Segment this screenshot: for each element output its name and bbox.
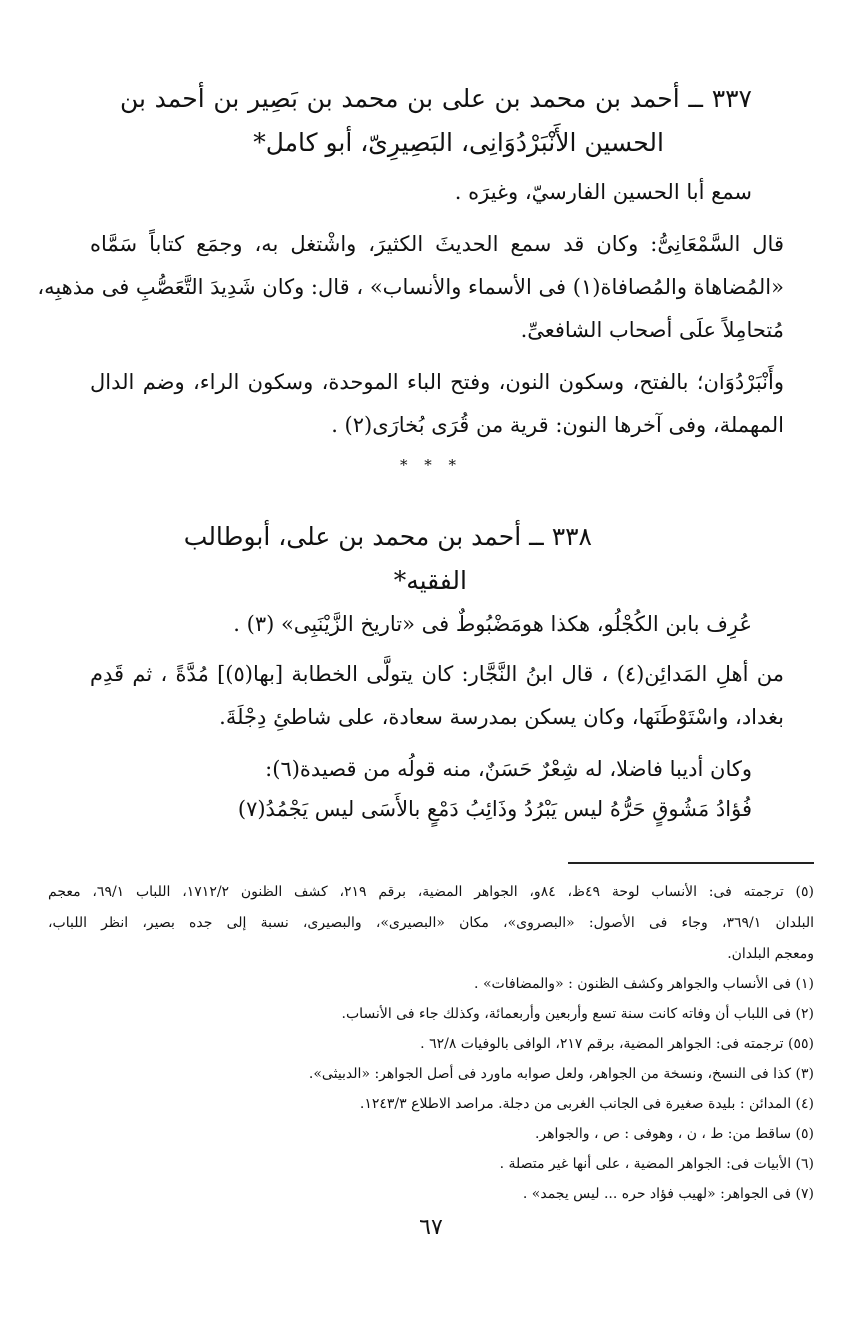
entry-337-heading-line2: الحسين الأَنْبَرْدُوَانِى، البَصِيرِىّ، أبو كامل*	[253, 128, 664, 157]
entry-338-heading-line2: الفقيه*	[393, 566, 467, 595]
entry-337-paragraph-1: سمع أبا الحسين الفارسيّ، وغيرَه .	[454, 180, 752, 204]
entry-338-paragraph-1: عُرِف بابن الكُجْلُو، هكذا هومَضْبُوطٌ فى «تاريخ الزَّيْنَبِى» (٣) .	[233, 612, 752, 636]
footnote-line: البلدان ٣٦٩/١، وجاء فى الأصول: «البصروى»، مكان «البصيرى»، والبصيرى، نسبة إلى جده بصير، انظر اللباب،	[48, 915, 815, 931]
footnote-line: (٧) فى الجواهر: «لهيب فؤاد حره ... ليس يجمد» .	[522, 1186, 814, 1202]
entry-338-paragraph-2-line1: من أهلِ المَدائِن(٤) ، قال ابنُ النَّجَّار: كان يتولَّى الخطابة [بها(٥)] مُدَّةً ، ثم قَدِم	[90, 662, 784, 686]
poem-verse: فُؤادُ مَشُوقٍ حَرُّهُ ليس يَبْرُدُ وذَائِبُ دَمْعٍ بالأَسَى ليس يَجْمُدُ(٧)	[237, 797, 752, 821]
entry-337-paragraph-3-line1: وأَنْبَرْدُوَان؛ بالفتح، وسكون النون، وفتح الباء الموحدة، وسكون الراء، وضم الدال	[90, 370, 784, 394]
entry-337-heading-line1: ٣٣٧ ــ أحمد بن محمد بن على بن محمد بن بَصِير بن أحمد بن	[120, 84, 752, 113]
entry-338-paragraph-2-line2: بغداد، واسْتَوْطَنَها، وكان يسكن بمدرسة سعادة، على شاطئِ دِجْلَةَ.	[219, 705, 784, 729]
footnote-line: (٢) فى اللباب أن وفاته كانت سنة تسع وأربعين وأربعمائة، وكذلك جاء فى الأنساب.	[341, 1006, 814, 1022]
entry-337-paragraph-3-line2: المهملة، وفى آخرها النون: قرية من قُرَى بُخارَى(٢) .	[331, 413, 784, 437]
footnote-line: (٣) كذا فى النسخ، ونسخة من الجواهر، ولعل صوابه ماورد فى أصل الجواهر: «الدبيثى».	[308, 1066, 814, 1082]
entry-337-paragraph-2-line2: «المُضاهاة والمُصافاة(١) فى الأسماء والأنساب» ، قال: وكان شَدِيدَ التَّعَصُّبِ فى مذهبِه،	[37, 275, 784, 299]
footnote-line: (٥) ترجمته فى: الأنساب لوحة ٤٩ظ، ٨٤و، الجواهر المضية، برقم ٢١٩، كشف الظنون ١٧١٢/٢، اللباب ٦٩/١، معجم	[48, 884, 814, 900]
entry-338-heading-line1: ٣٣٨ ــ أحمد بن محمد بن على، أبوطالب	[183, 522, 592, 551]
footnote-line: (٦) الأبيات فى: الجواهر المضية ، على أنها غير متصلة .	[499, 1156, 814, 1172]
footnote-line: (٥) ساقط من: ط ، ن ، وهوفى : ص ، والجواهر.	[534, 1126, 814, 1142]
entry-337-paragraph-2-line1: قال السَّمْعَانِىُّ: وكان قد سمع الحديثَ الكثيرَ، واشْتغل به، وجمَع كتاباً سَمَّاه	[90, 232, 784, 256]
footnote-line: (١) فى الأنساب والجواهر وكشف الظنون : «والمضافات» .	[474, 976, 814, 992]
entry-338-paragraph-3: وكان أديبا فاضلا، له شِعْرٌ حَسَنٌ، منه قولُه من قصيدة(٦):	[265, 757, 752, 781]
footnote-divider	[568, 862, 814, 864]
entry-337-paragraph-2-line3: مُتحامِلاً علَى أصحاب الشافعىِّ.	[520, 318, 784, 342]
footnote-line: (٤) المدائن : بليدة صغيرة فى الجانب الغربى من دجلة. مراصد الاطلاع ١٢٤٣/٣.	[359, 1096, 814, 1112]
section-separator: * * *	[399, 456, 463, 474]
page-number: ٦٧	[419, 1215, 443, 1240]
footnote-line: (٥٥) ترجمته فى: الجواهر المضية، برقم ٢١٧، الوافى بالوفيات ٦٢/٨ .	[420, 1036, 814, 1052]
footnote-line: ومعجم البلدان.	[727, 946, 814, 962]
